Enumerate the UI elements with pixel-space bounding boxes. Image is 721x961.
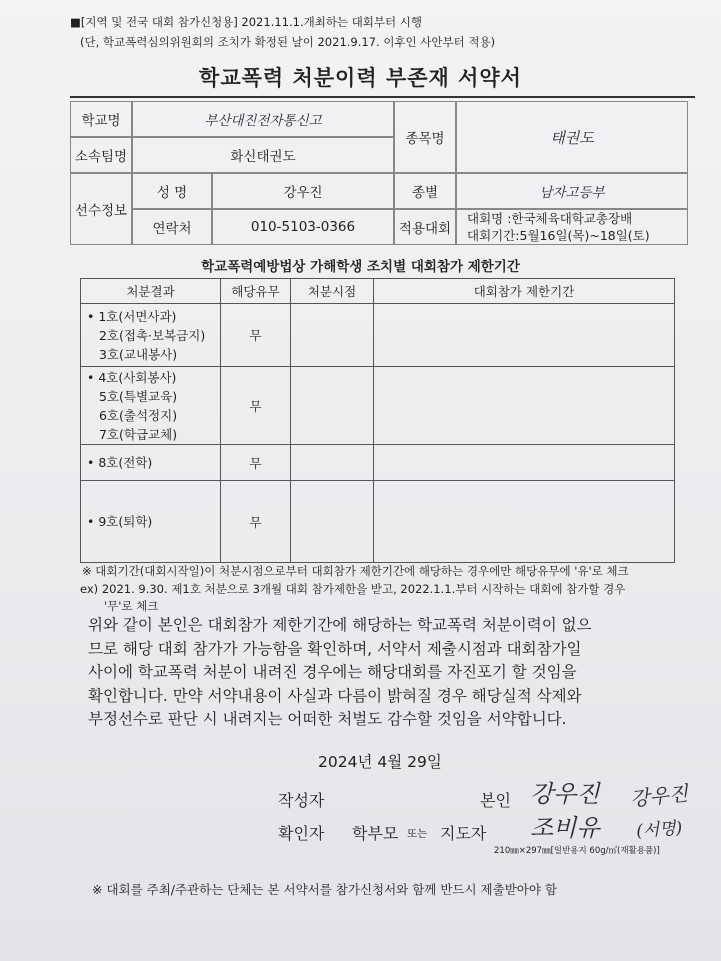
restriction-period-cell bbox=[374, 445, 675, 481]
limits-section-title: 학교폭력예방법상 가해학생 조치별 대회참가 제한기간 bbox=[201, 259, 520, 275]
pledge-line: 사이에 학교폭력 처분이 내려진 경우에는 해당대회를 자진포기 할 것임을 bbox=[88, 663, 577, 681]
athlete-info-label: 선수정보 bbox=[70, 173, 132, 245]
restriction-period-cell bbox=[374, 367, 675, 445]
coach-label: 지도자 bbox=[440, 824, 487, 843]
column-header: 처분결과 bbox=[81, 279, 221, 304]
sanction-code: • 4호(사회봉사) bbox=[87, 369, 177, 385]
paper-specification: 210㎜×297㎜[일반용지 60g/㎡(재활용품)] bbox=[494, 846, 660, 856]
column-header: 처분시점 bbox=[291, 279, 374, 304]
pledge-paragraph bbox=[88, 614, 688, 732]
pledge-line: 확인합니다. 만약 서약내용이 사실과 다름이 밝혀질 경우 해당실적 삭제와 bbox=[88, 686, 582, 705]
sanction-code: 7호(학급교체) bbox=[99, 426, 178, 442]
applicable-cell: 무 bbox=[221, 445, 291, 481]
name-label: 성 명 bbox=[132, 173, 212, 209]
table-row bbox=[81, 367, 675, 445]
self-label: 본인 bbox=[480, 791, 511, 810]
competition-name: 대회명 :한국체육대학교총장배 bbox=[467, 211, 633, 226]
sanction-limits-table bbox=[80, 278, 675, 563]
sanction-code: • 9호(퇴학) bbox=[87, 514, 153, 529]
sanction-date-cell bbox=[291, 481, 374, 563]
pledge-date: 2024년 4월 29일 bbox=[318, 753, 442, 771]
sanction-code: 3호(교내봉사) bbox=[99, 346, 178, 362]
or-label: 또는 bbox=[407, 828, 428, 840]
column-header: 해당유무 bbox=[221, 279, 291, 304]
contact-label: 연락처 bbox=[132, 209, 212, 245]
sanction-code: • 1호(서면사과) bbox=[87, 308, 177, 324]
sanction-code: 2호(접촉·보복금지) bbox=[99, 327, 206, 343]
sanction-date-cell bbox=[291, 445, 374, 481]
applied-competition-label: 적용대회 bbox=[394, 209, 456, 245]
team-value: 화신태권도 bbox=[132, 137, 394, 173]
coach-handwritten-name: 조비유 bbox=[530, 814, 600, 842]
applicable-cell: 무 bbox=[221, 481, 291, 563]
coach-signature: (서명) bbox=[635, 818, 683, 842]
confirmer-label: 확인자 bbox=[278, 824, 325, 843]
event-label: 종목명 bbox=[394, 101, 456, 173]
document-title: 학교폭력 처분이력 부존재 서약서 bbox=[199, 66, 522, 90]
name-value: 강우진 bbox=[212, 173, 394, 209]
footer-note: ※ 대회를 주최/주관하는 단체는 본 서약서를 참가신청서와 함께 반드시 제출받아야 함 bbox=[92, 882, 557, 897]
column-header: 대회참가 제한기간 bbox=[374, 279, 675, 304]
restriction-period-cell bbox=[374, 481, 675, 563]
sanction-code: • 8호(전학) bbox=[87, 455, 153, 470]
example-note-continued: '무'로 체크 bbox=[104, 599, 159, 613]
school-label: 학교명 bbox=[70, 101, 132, 137]
self-signature: 강우진 bbox=[629, 781, 690, 811]
self-handwritten-name: 강우진 bbox=[530, 780, 600, 808]
table-row bbox=[81, 481, 675, 563]
table-row bbox=[81, 304, 675, 367]
restriction-period-cell bbox=[374, 304, 675, 367]
title-divider bbox=[70, 96, 695, 98]
contact-value: 010-5103-0366 bbox=[212, 209, 394, 245]
checking-note: ※ 대회기간(대회시작일)이 처분시점으로부터 대회참가 제한기간에 해당하는 경우에만 해당유무에 '유'로 체크 bbox=[82, 564, 629, 578]
header-notice-line2: (단, 학교폭력심의위원회의 조치가 확정된 날이 2021.9.17. 이후인 사안부터 적용) bbox=[80, 35, 496, 49]
event-value: 태권도 bbox=[456, 101, 688, 173]
applicable-cell: 무 bbox=[221, 367, 291, 445]
team-label: 소속팀명 bbox=[70, 137, 132, 173]
applied-competition-value bbox=[456, 209, 688, 245]
sanction-date-cell bbox=[291, 367, 374, 445]
example-note: ex) 2021. 9.30. 제1호 처분으로 3개월 대회 참가제한을 받고, 2022.1.1.부터 시작하는 대회에 참가할 경우 bbox=[80, 582, 626, 596]
sanction-codes bbox=[81, 304, 221, 367]
pledge-line: 므로 해당 대회 참가가 가능함을 확인하며, 서약서 제출시점과 대회참가일 bbox=[88, 639, 582, 658]
table-row bbox=[81, 445, 675, 481]
sanction-codes bbox=[81, 445, 221, 481]
pledge-line: 부정선수로 판단 시 내려지는 어떠한 처벌도 감수할 것임을 서약합니다. bbox=[88, 710, 567, 728]
sanction-codes bbox=[81, 367, 221, 445]
sanction-date-cell bbox=[291, 304, 374, 367]
competition-period: 대회기간:5월16일(목)~18일(토) bbox=[467, 228, 650, 243]
header-notice-line1: ■[지역 및 전국 대회 참가신청용] 2021.11.1.개최하는 대회부터 시행 bbox=[70, 15, 423, 29]
sanction-codes bbox=[81, 481, 221, 563]
division-value: 남자고등부 bbox=[456, 173, 688, 209]
school-value: 부산대진전자통신고 bbox=[132, 101, 394, 137]
sanction-code: 6호(출석정지) bbox=[99, 407, 178, 423]
division-label: 종별 bbox=[394, 173, 456, 209]
author-label: 작성자 bbox=[278, 791, 325, 810]
pledge-line: 위와 같이 본인은 대회참가 제한기간에 해당하는 학교폭력 처분이력이 없으 bbox=[88, 616, 592, 634]
table-header-row bbox=[81, 279, 675, 304]
parent-label: 학부모 bbox=[352, 824, 399, 843]
applicable-cell: 무 bbox=[221, 304, 291, 367]
sanction-code: 5호(특별교육) bbox=[99, 388, 178, 404]
